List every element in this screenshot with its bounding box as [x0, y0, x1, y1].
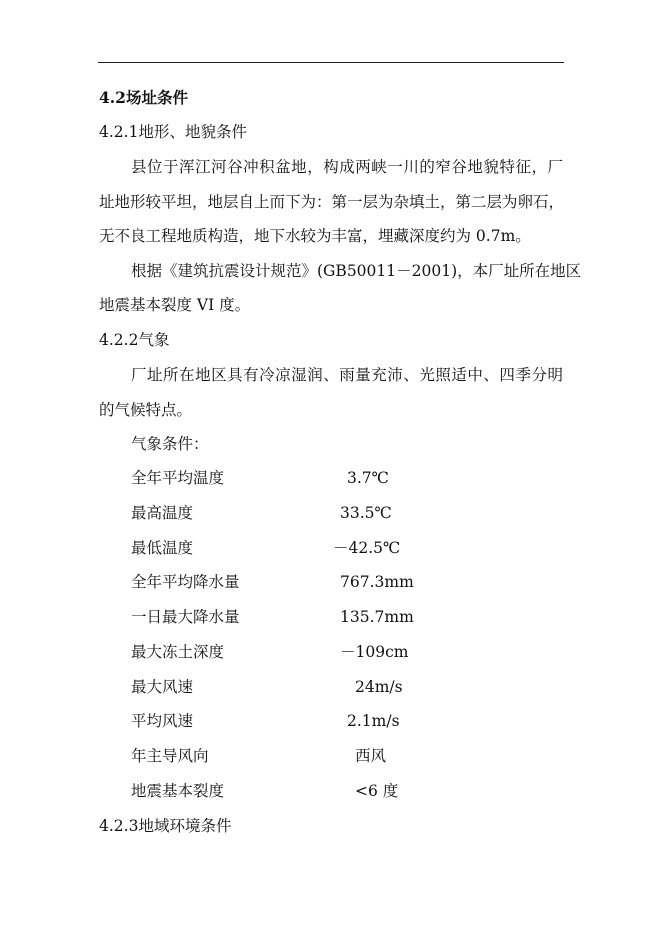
section-title: 4.2场址条件: [99, 88, 188, 107]
subsection-weather: 4.2.2气象: [99, 331, 170, 349]
weather-label: 全年平均温度: [131, 469, 225, 487]
weather-value: 3.7℃: [347, 469, 389, 487]
weather-value: 2.1m/s: [347, 712, 400, 730]
paragraph-line: 厂址所在地区具有冷凉湿润、雨量充沛、光照适中、四季分明: [131, 366, 563, 384]
paragraph-line: 的气候特点。: [99, 401, 193, 419]
paragraph-line: 址地形较平坦，地层自上而下为：第一层为杂填土，第二层为卵石，: [99, 193, 565, 211]
weather-label: 最低温度: [131, 539, 194, 557]
weather-label: 最大冻土深度: [131, 643, 225, 661]
weather-value: －42.5℃: [333, 539, 401, 557]
weather-label: 最高温度: [131, 504, 194, 522]
subsection-environment: 4.2.3地域环境条件: [99, 817, 232, 835]
weather-value: 767.3mm: [340, 573, 414, 591]
paragraph-line: 根据《建筑抗震设计规范》(GB50011－2001)，本厂址所在地区: [131, 262, 582, 280]
weather-heading: 气象条件：: [131, 435, 209, 453]
weather-label: 全年平均降水量: [131, 573, 240, 591]
weather-label: 最大风速: [131, 678, 194, 696]
weather-label: 地震基本裂度: [131, 782, 225, 800]
paragraph-line: 无不良工程地质构造，地下水较为丰富，埋藏深度约为 0.7m。: [99, 227, 531, 245]
weather-value: 33.5℃: [340, 504, 392, 522]
weather-label: 年主导风向: [131, 747, 209, 765]
subsection-terrain: 4.2.1地形、地貌条件: [99, 123, 247, 141]
weather-value: <6 度: [355, 782, 399, 800]
header-rule: [98, 62, 564, 63]
paragraph-line: 县位于浑江河谷冲积盆地，构成两峡一川的窄谷地貌特征，厂: [131, 158, 563, 176]
weather-value: 西风: [355, 747, 387, 765]
weather-value: －109cm: [340, 643, 409, 661]
weather-value: 24m/s: [355, 678, 403, 696]
paragraph-line: 地震基本裂度 VI 度。: [99, 296, 251, 314]
weather-label: 平均风速: [131, 712, 194, 730]
weather-label: 一日最大降水量: [131, 608, 240, 626]
weather-value: 135.7mm: [340, 608, 414, 626]
